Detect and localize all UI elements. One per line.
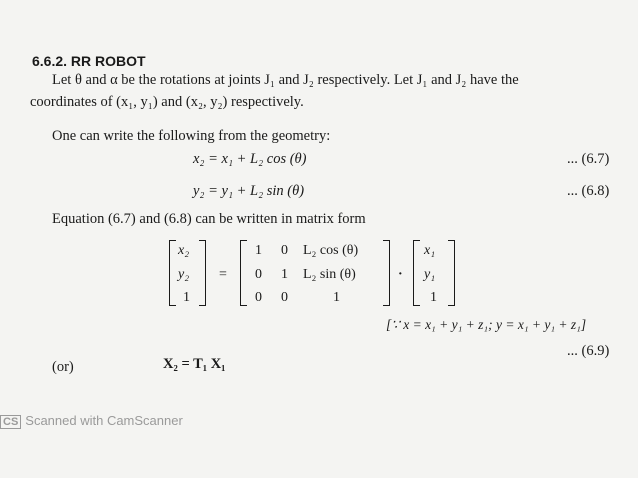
lhs-y2: y₂ (178, 267, 190, 282)
rhs-one: 1 (430, 290, 437, 305)
camscanner-logo: CS (0, 415, 21, 429)
watermark-text: Scanned with CamScanner (25, 413, 183, 428)
matrix-form-intro: Equation (6.7) and (6.8) can be written in matrix form (52, 211, 366, 227)
t-cell: 0 (281, 243, 288, 258)
rhs-right-bracket (448, 240, 455, 306)
equation-6-7: x₂ = x₁ + L₂ cos (θ) (193, 151, 307, 167)
lhs-x2: x₂ (178, 243, 190, 258)
paragraph-line-2: coordinates of (x₁, y₁) and (x₂, y₂) respectively. (30, 94, 304, 110)
t-cell: 1 (281, 267, 288, 282)
or-label: (or) (52, 359, 74, 375)
t-right-bracket (383, 240, 390, 306)
lhs-one: 1 (183, 290, 190, 305)
equation-number-6-9: ... (6.9) (567, 343, 610, 359)
paragraph-line-1: Let θ and α be the rotations at joints J₁ and J₂ respectively. Let J₁ and J₂ have the (52, 72, 519, 88)
t-cell: 0 (255, 290, 262, 305)
matrix-dot: · (398, 267, 403, 282)
t-cell: 1 (333, 290, 340, 305)
geometry-intro: One can write the following from the geometry: (52, 128, 331, 144)
equation-number-6-7: ... (6.7) (567, 151, 610, 167)
t-cell: 1 (255, 243, 262, 258)
t-cell: 0 (281, 290, 288, 305)
rhs-left-bracket (413, 240, 420, 306)
section-heading: 6.6.2. RR ROBOT (32, 53, 146, 69)
equation-number-6-8: ... (6.8) (567, 183, 610, 199)
equation-6-8: y₂ = y₁ + L₂ sin (θ) (193, 183, 305, 199)
rhs-y1: y₁ (424, 267, 436, 282)
t-left-bracket (240, 240, 247, 306)
t-cell: L₂ sin (θ) (303, 267, 356, 282)
matrix-equals: = (219, 267, 227, 282)
t-cell: L₂ cos (θ) (303, 243, 359, 258)
note-bracket: [∵ x = x₁ + y₁ + z₁; y = x₁ + y₁ + z₁] (386, 317, 587, 332)
lhs-left-bracket (169, 240, 176, 306)
camscanner-watermark (0, 413, 183, 429)
lhs-right-bracket (199, 240, 206, 306)
compact-equation: X₂ = T₁ X₁ (163, 356, 226, 372)
rhs-x1: x₁ (424, 243, 436, 258)
t-cell: 0 (255, 267, 262, 282)
